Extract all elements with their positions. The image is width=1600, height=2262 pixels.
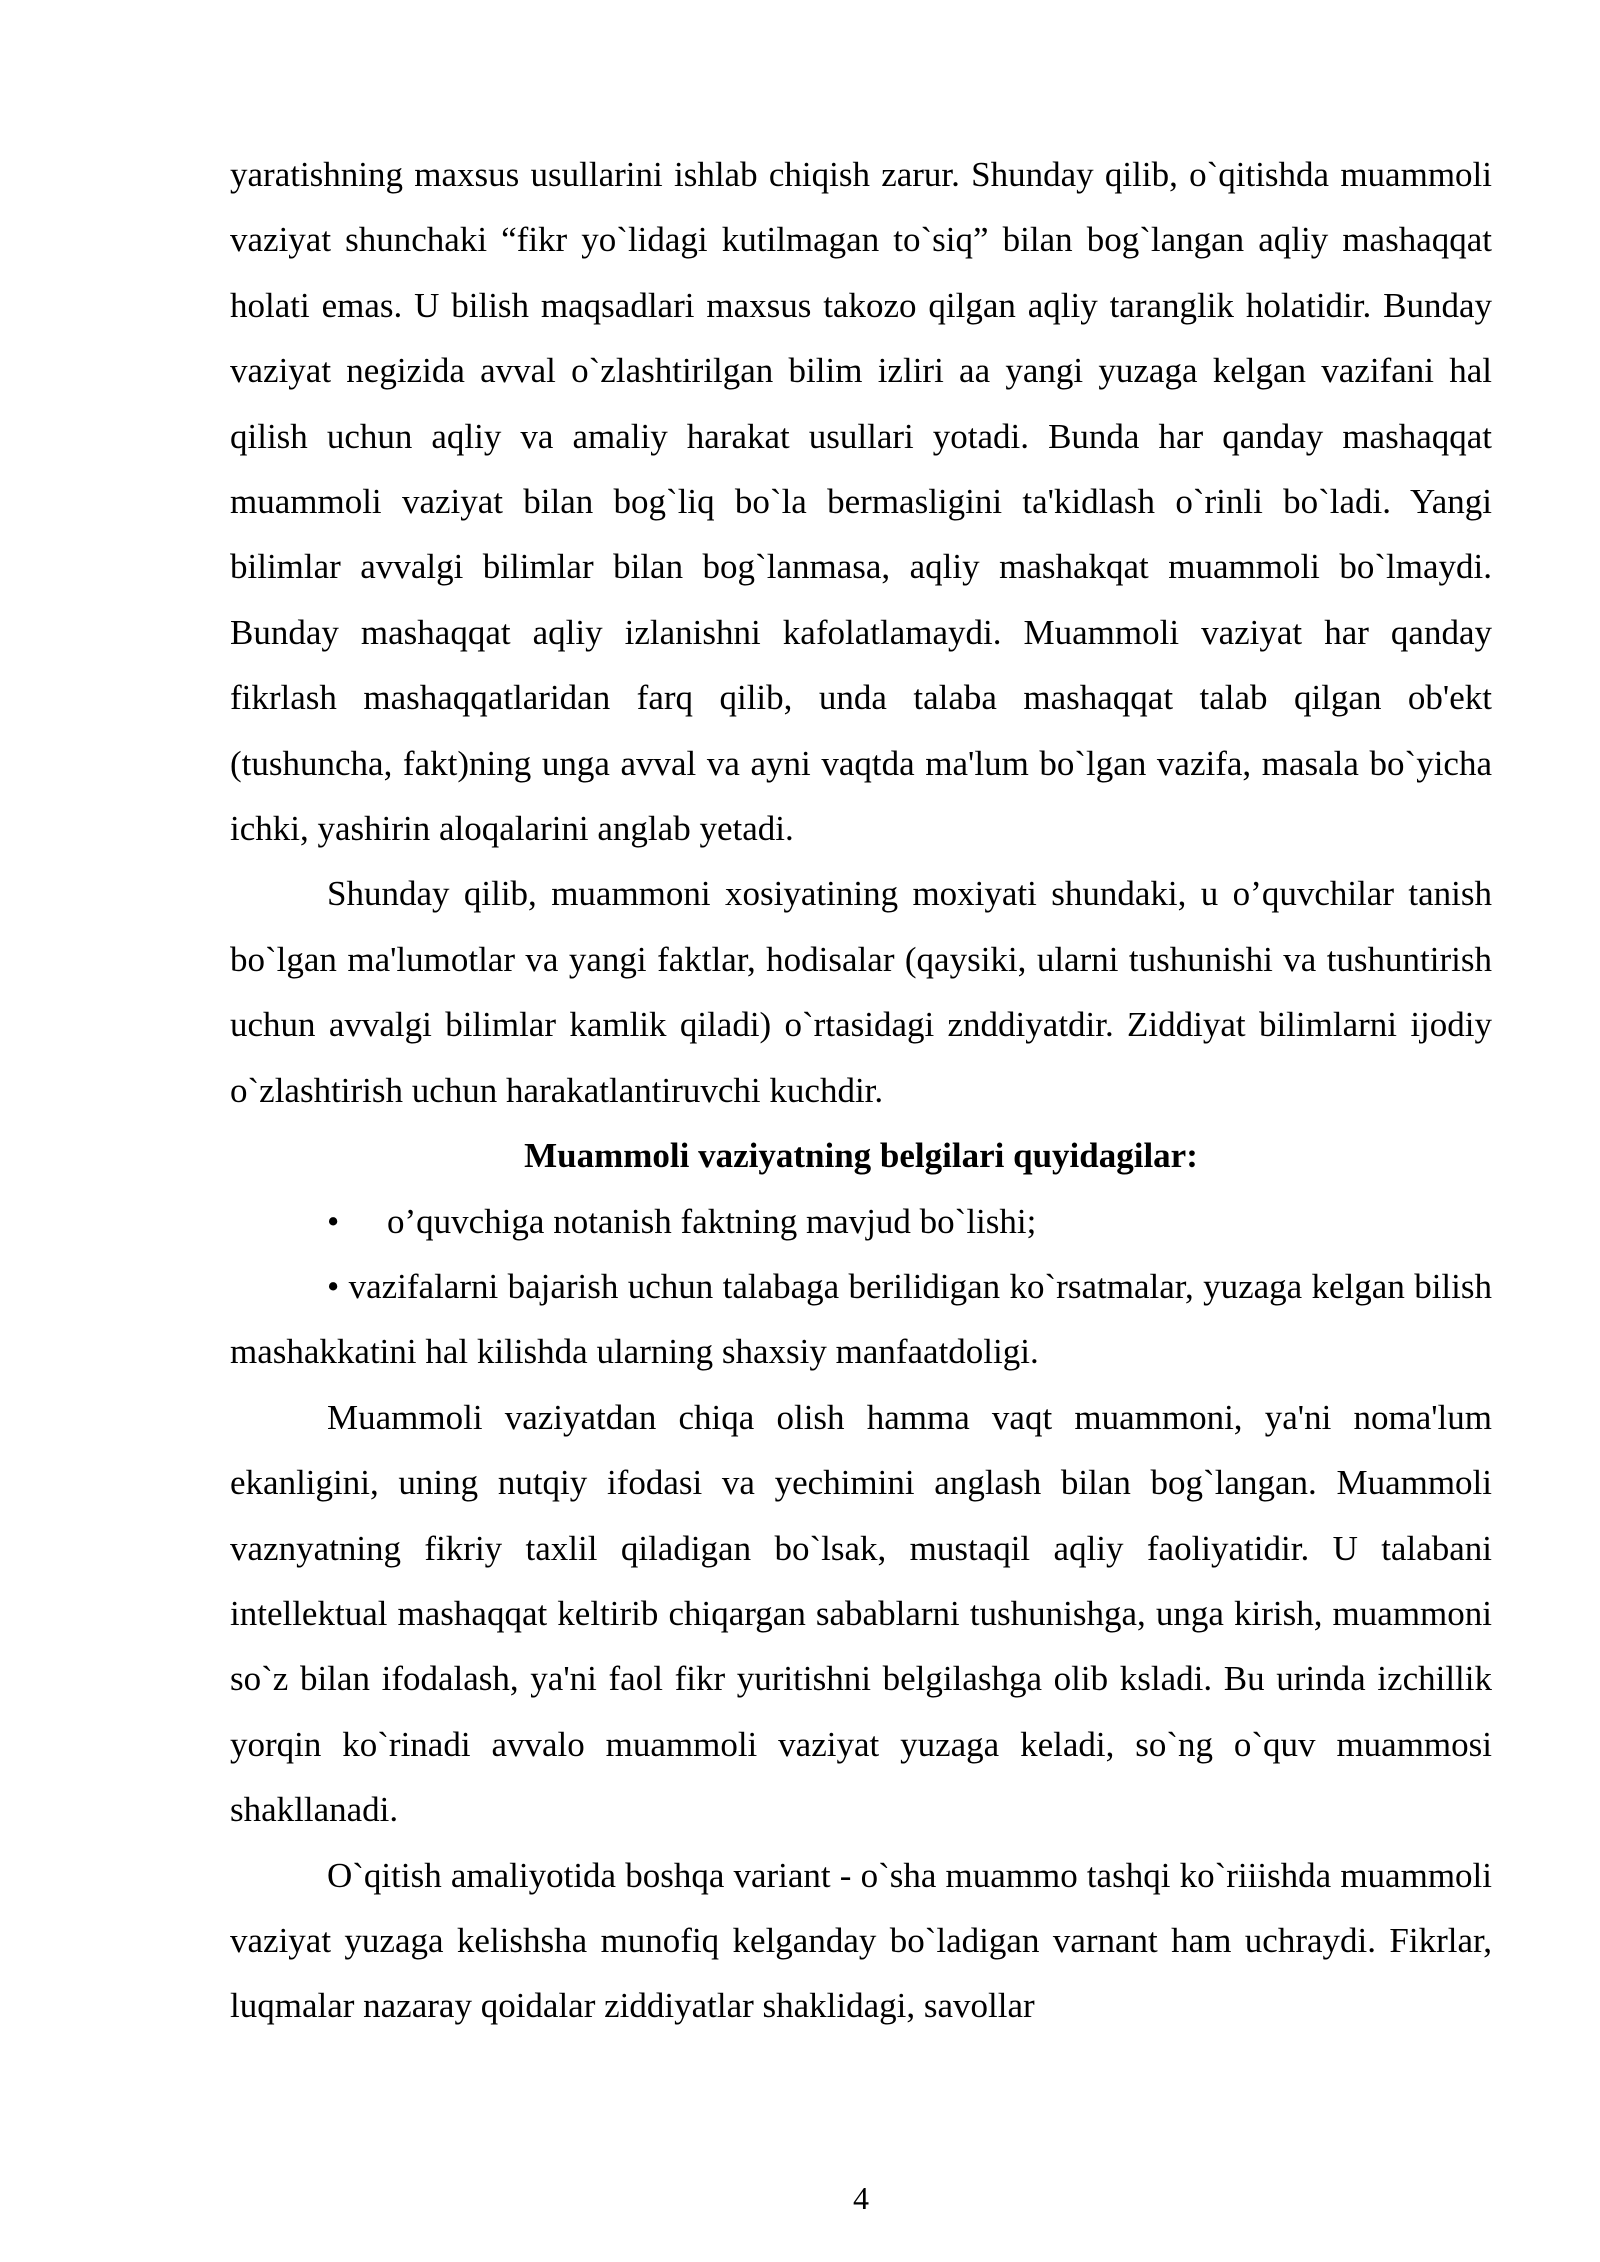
- paragraph-3: Muammoli vaziyatdan chiqa olish hamma vaqt muammoni, ya'ni noma'lum ekanligini, uning nutqiy ifodasi va yechimini anglash bilan bog`langan. Muammoli vaznyatning fikriy taxlil qiladigan bo`lsak, mustaqil aqliy faoliyatidir. U talabani intellektual mashaqqat keltirib chiqargan sabablarni tushunishga, unga kirish, muammoni so`z bilan ifodalash, ya'ni faol fikr yuritishni belgilashga olib ksladi. Bu urinda izchillik yorqin ko`rinadi avvalo muammoli vaziyat yuzaga keladi, so`ng o`quv muammosi shakllanadi.: [230, 1397, 1492, 1830]
- bullet-item-1: [230, 1189, 1492, 1254]
- bullet-item-1-text: o’quvchiga notanish faktning mavjud bo`lishi;: [387, 1201, 1037, 1241]
- section-heading: Muammoli vaziyatning belgilari quyidagilar:: [524, 1136, 1198, 1176]
- paragraph-4: O`qitish amaliyotida boshqa variant - o`sha muammo tashqi ko`riiishda muammoli vaziyat yuzaga kelishsha munofiq kelganday bo`ladigan varnant ham uchraydi. Fikrlar, luqmalar nazaray qoidalar ziddiyatlar shaklidagi, savollar: [230, 1855, 1492, 2026]
- bullet-icon: •: [327, 1201, 340, 1241]
- paragraph-1: yaratishning maxsus usullarini ishlab chiqish zarur. Shunday qilib, o`qitishda muammoli vaziyat shunchaki “fikr yo`lidagi kutilmagan to`siq” bilan bog`langan aqliy mashaqqat holati emas. U bilish maqsadlari maxsus takozo qilgan aqliy taranglik holatidir. Bunday vaziyat negizida avval o`zlashtirilgan bilim izliri aa yangi yuzaga kelgan vazifani hal qilish uchun aqliy va amaliy harakat usullari yotadi. Bunda har qanday mashaqqat muammoli vaziyat bilan bog`liq bo`la bermasligini ta'kidlash o`rinli bo`ladi. Yangi bilimlar avvalgi bilimlar bilan bog`lanmasa, aqliy mashakqat muammoli bo`lmaydi. Bunday mashaqqat aqliy izlanishni kafolatlamaydi. Muammoli vaziyat har qanday fikrlash mashaqqatlaridan farq qilib, unda talaba mashaqqat talab qilgan ob'ekt (tushuncha, fakt)ning unga avval va ayni vaqtda ma'lum bo`lgan vazifa, masala bo`yicha ichki, yashirin aloqalarini anglab yetadi.: [230, 155, 1492, 849]
- document-page: [230, 142, 1492, 2039]
- bullet-item-2: • vazifalarni bajarish uchun talabaga berilidigan ko`rsatmalar, yuzaga kelgan bilish mashakkatini hal kilishda ularning shaxsiy manfaatdoligi.: [230, 1266, 1492, 1372]
- page-number: 4: [853, 2180, 869, 2216]
- paragraph-2: Shunday qilib, muammoni xosiyatining moxiyati shundaki, u o’quvchilar tanish bo`lgan ma'lumotlar va yangi faktlar, hodisalar (qaysiki, ularni tushunishi va tushuntirish uchun avvalgi bilimlar kamlik qiladi) o`rtasidagi znddiyatdir. Ziddiyat bilimlarni ijodiy o`zlashtirish uchun harakatlantiruvchi kuchdir.: [230, 874, 1492, 1110]
